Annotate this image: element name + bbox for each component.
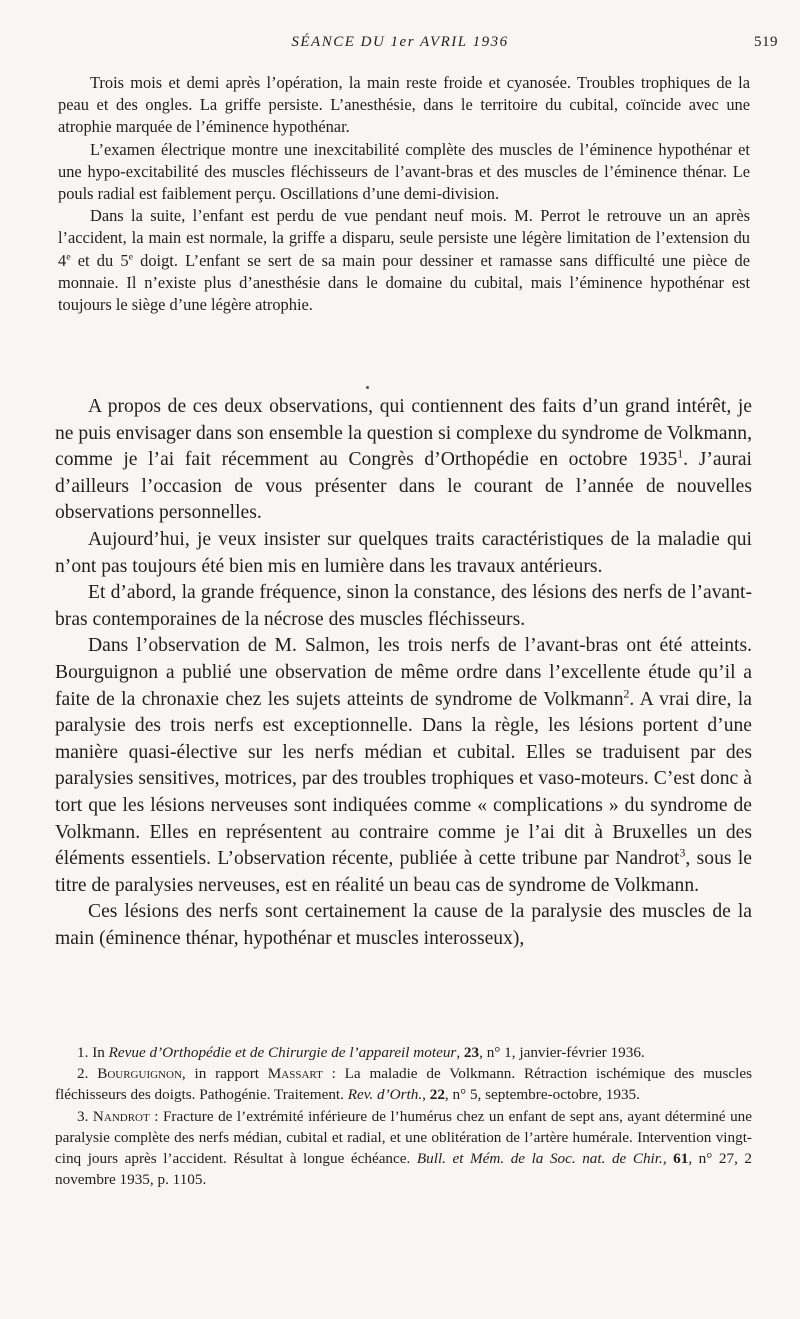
superscript: e [66,251,71,263]
text-span: , n° 1, janvier-février 1936. [479,1044,645,1061]
text-span: A propos de ces deux observations, qui contiennent des faits d’un grand intérêt, je ne puis envisager dans son ensemble la question si complexe du syndrome de Volkmann, comme je l’ai fait récemment au Congrès d’Orthopédie en octobre 1935 [55,396,752,471]
author-name: Nandrot [92,1107,150,1125]
body-paragraph-1 [55,394,752,527]
volume-number: 61 [673,1150,689,1168]
journal-title: Bull. et Mém. de la Soc. nat. de Chir. [416,1150,663,1168]
text-span: doigt. L’enfant se sert de sa main pour dessiner et ramasse sans difficulté une pièce de monnaie. Il n’existe plus d’anesthésie dans le domaine du cubital, mais l’éminence hypothénar est toujours le siège d’une légère atrophie. [58,250,750,315]
text-span: . J’aurai d’ailleurs l’occasion de vous présenter dans le courant de l’année de nouvelles observations personnelles. [55,449,752,524]
observation-paragraph-1: Trois mois et demi après l’opération, la main reste froide et cyanosée. Troubles trophiques de la peau et des ongles. La griffe persiste. L’anesthésie, dans le territoire du cubital, coïncide avec une atrophie marquée de l’éminence hypothénar. [58,73,750,137]
observation-paragraph-2: L’examen électrique montre une inexcitabilité complète des muscles de l’éminence hypothénar et une hypo-excitabilité des muscles fléchisseurs de l’avant-bras et des muscles de l’éminence thénar. Le pouls radial est faiblement perçu. Oscillations d’une demi-division. [58,139,750,204]
body-paragraph-3: Et d’abord, la grande fréquence, sinon la constance, des lésions des nerfs de l’avant-bras contemporaines de la nécrose des muscles fléchisseurs. [55,582,752,630]
text-span: , sous le titre de paralysies nerveuses, est en réalité un beau cas de syndrome de Volkmann. [55,848,752,896]
text-span: . A vrai dire, la paralysie des trois nerfs est exceptionnelle. Dans la règle, les lésions portent d’une manière quasi-élective sur les nerfs médian et cubital. Elles se traduisent par des paralysies sensitives, motrices, par des troubles trophiques et vaso-moteurs. C’est donc à tort que les lésions nerveuses sont indiquées comme « complications » du syndrome de Volkmann. Elles en représentent au contraire comme je l’ai dit à Bruxelles un des éléments essentiels. L’observation récente, publiée à cette tribune par Nandrot [55,688,752,870]
footnote-2 [55,1063,752,1105]
volume-number: 23 [463,1044,480,1061]
body-paragraph-5: Ces lésions des nerfs sont certainement la cause de la paralysie des muscles de la main (éminence thénar, hypothénar et muscles interosseux), [55,901,752,949]
section-dot [366,386,369,389]
journal-title: Rev. d’Orth. [347,1086,423,1104]
text-span: , n° 27, 2 novembre 1935, p. 1105. [55,1150,753,1189]
text-span: et du 5 [70,250,129,270]
main-text [55,394,752,952]
text-span: , n° 5, septembre-octobre, 1935. [444,1086,640,1104]
author-name: Bourguignon [97,1065,182,1083]
text-span: , in rapport [181,1065,268,1083]
page-header [0,34,800,58]
footnote-1 [55,1042,752,1063]
body-paragraph-2: Aujourd’hui, je veux insister sur quelques traits caractéristiques de la maladie qui n’ont pas toujours été bien mis en lumière dans les travaux antérieurs. [55,528,752,577]
text-span: , [662,1150,674,1168]
text-span: , [456,1044,464,1061]
observation-excerpt [58,72,750,316]
journal-title: Revue d’Orthopédie et de Chirurgie de l’appareil moteur [108,1044,457,1061]
text-span: : Fracture de l’extrémité inférieure de l’humérus chez un enfant de sept ans, ayant déterminé une paralysie complète des nerfs médian, cubital et radial, et une oblitération de l’artère humérale. Intervention vingt-cinq jours après l’accident. Résultat à longue échéance. [55,1107,752,1168]
text-span: : La maladie de Volkmann. Rétraction ischémique des muscles fléchisseurs des doigts. Pathogénie. Traitement. [55,1065,753,1104]
footnote-ref-3[interactable]: 3 [679,846,686,860]
footnotes [55,1042,752,1190]
footnote-number: 3. [77,1107,93,1125]
superscript: e [128,251,133,263]
body-paragraph-4 [55,633,752,899]
text-span: Dans la suite, l’enfant est perdu de vue pendant neuf mois. M. Perrot le retrouve un an après l’accident, la main est normale, la griffe a disparu, seule persiste une légère limitation de l’extension du 4 [58,206,750,270]
page-number: 519 [754,34,778,50]
footnote-number: 1. In [77,1044,109,1061]
footnote-3 [55,1106,752,1191]
running-title: SÉANCE DU 1er AVRIL 1936 [291,34,509,50]
text-span: , [422,1086,430,1104]
text-span: Dans l’observation de M. Salmon, les trois nerfs de l’avant-bras ont été atteints. Bourguignon a publié une observation de même ordre dans l’excellente étude qu’il a faite de la chronaxie chez les sujets atteints de syndrome de Volkmann [55,635,752,710]
footnote-ref-2[interactable]: 2 [623,687,630,700]
footnote-number: 2. [77,1065,98,1083]
volume-number: 22 [429,1086,445,1104]
author-name: Massart [267,1065,323,1083]
footnote-ref-1[interactable]: 1 [677,447,684,461]
observation-paragraph-3 [58,205,750,316]
